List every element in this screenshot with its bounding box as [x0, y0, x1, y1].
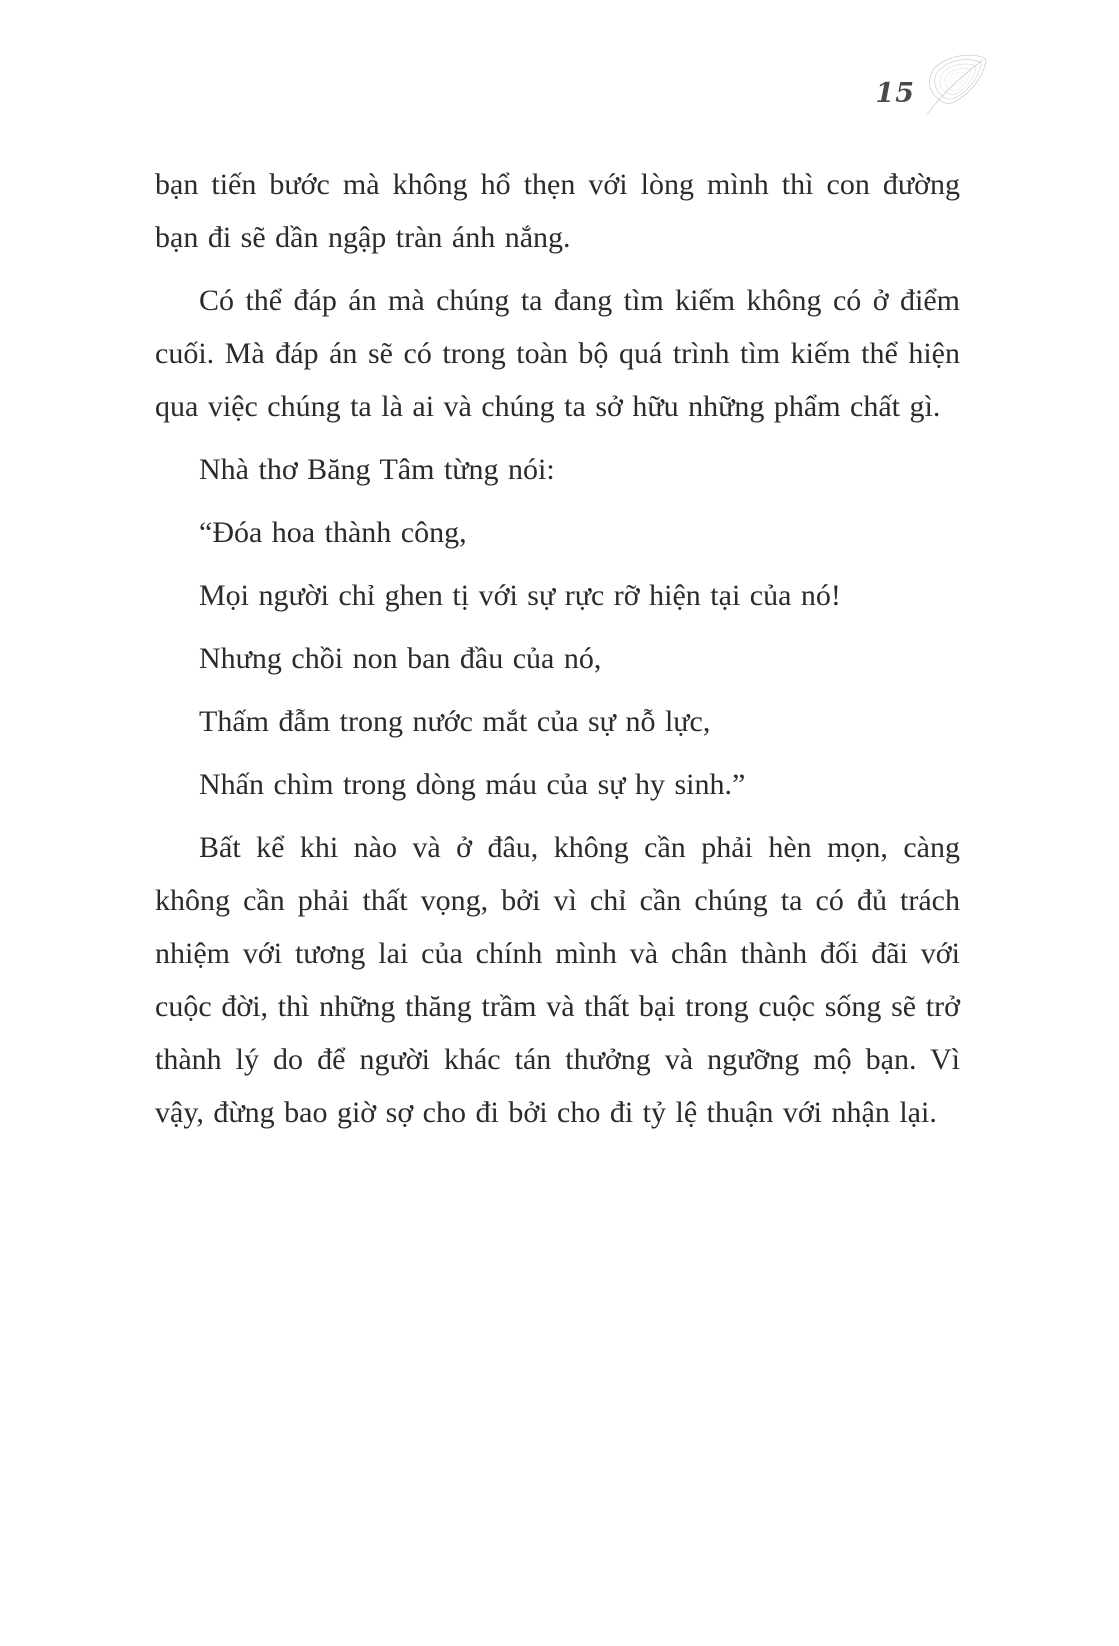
page-text	[155, 158, 960, 1139]
paragraph: Nhưng chồi non ban đầu của nó,	[199, 642, 602, 675]
paragraph: “Đóa hoa thành công,	[199, 516, 467, 549]
page-number: 15	[875, 78, 915, 109]
paragraph: bạn tiến bước mà không hổ thẹn với lòng mình thì con đường bạn đi sẽ dần ngập tràn ánh nắng.	[155, 168, 960, 254]
paragraph: Bất kể khi nào và ở đâu, không cần phải hèn mọn, càng không cần phải thất vọng, bởi vì chỉ cần chúng ta có đủ trách nhiệm với tương lai của chính mình và chân thành đối đãi với cuộc đời, thì những thăng trầm và thất bại trong cuộc sống sẽ trở thành lý do để người khác tán thưởng và ngưỡng mộ bạn. Vì vậy, đừng bao giờ sợ cho đi bởi cho đi tỷ lệ thuận với nhận lại.	[155, 831, 960, 1129]
paragraph: Nhà thơ Băng Tâm từng nói:	[199, 453, 555, 486]
leaf-icon	[922, 52, 988, 118]
paragraph: Có thể đáp án mà chúng ta đang tìm kiếm không có ở điểm cuối. Mà đáp án sẽ có trong toàn bộ quá trình tìm kiếm thể hiện qua việc chúng ta là ai và chúng ta sở hữu những phẩm chất gì.	[155, 284, 960, 423]
paragraph: Thấm đẫm trong nước mắt của sự nỗ lực,	[199, 705, 711, 738]
paragraph: Mọi người chỉ ghen tị với sự rực rỡ hiện tại của nó!	[199, 579, 841, 612]
paragraph: Nhấn chìm trong dòng máu của sự hy sinh.”	[199, 768, 746, 801]
